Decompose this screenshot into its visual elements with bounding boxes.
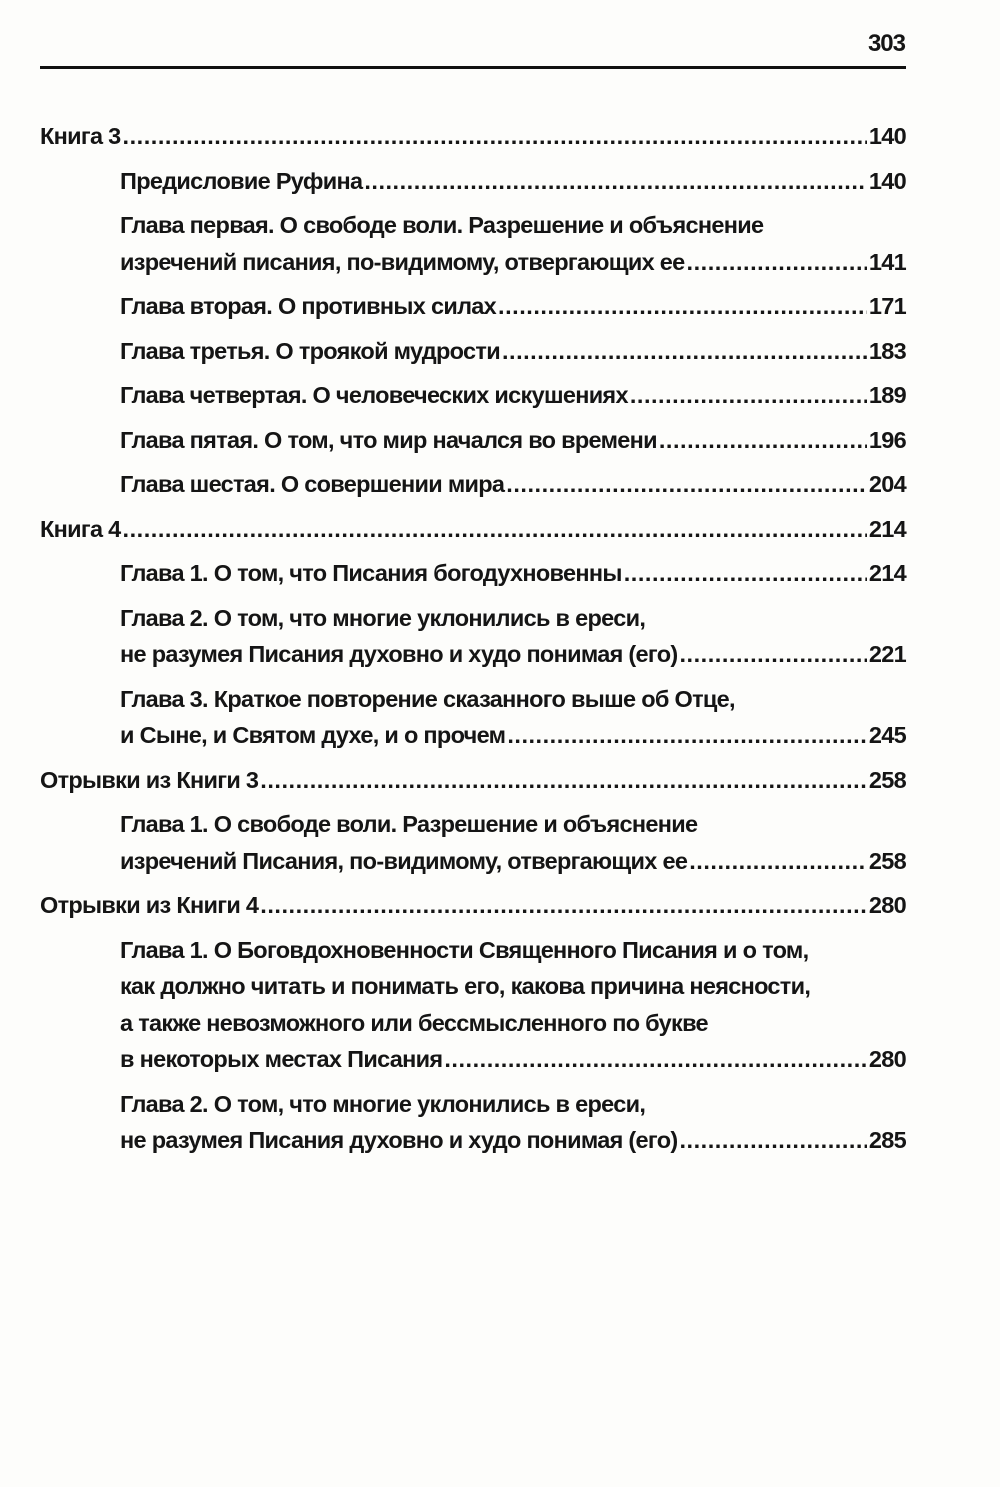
toc-entry-line: [120, 717, 906, 754]
toc-chapter-entry: [120, 806, 906, 879]
toc-page-number: 285: [868, 1127, 906, 1153]
toc-page-number: 171: [868, 293, 906, 319]
toc-entry-line: [40, 762, 906, 799]
header-rule: [40, 66, 906, 69]
dot-leader: [502, 333, 867, 370]
toc-page-number: 189: [868, 382, 906, 408]
toc-chapter-entry: [120, 1086, 906, 1159]
toc-page-number: 258: [868, 766, 906, 793]
toc-chapter-entry: [120, 681, 906, 754]
toc-entry-title: Глава пятая. О том, что мир начался во времени: [120, 426, 657, 453]
toc-entry-title: Отрывки из Книги 4: [40, 892, 259, 918]
toc-section-entry: [40, 511, 906, 548]
toc-chapter-entry: [120, 466, 906, 503]
dot-leader: [123, 511, 867, 548]
toc-entry-line: [120, 600, 906, 637]
toc-entry-title: не разумея Писания духовно и худо понимая (его): [120, 1127, 678, 1153]
toc-entry-line: [120, 636, 906, 673]
toc-entry-line: [120, 968, 906, 1005]
toc-entry-title: Глава шестая. О совершении мира: [120, 471, 505, 497]
toc-entry-title: и Сыне, и Святом духе, и о прочем: [120, 722, 506, 748]
toc-entry-title: Глава 2. О том, что многие уклонились в ереси,: [120, 1090, 646, 1117]
toc-entry-line: [120, 843, 906, 880]
toc-entry-title: Отрывки из Книги 3: [40, 766, 259, 793]
dot-leader: [689, 843, 867, 880]
toc-section-entry: [40, 762, 906, 799]
toc-entry-line: [40, 118, 906, 155]
toc-entry-title: изречений Писания, по-видимому, отвергающих ее: [120, 847, 688, 874]
dot-leader: [498, 288, 867, 325]
toc-entry-title: Глава четвертая. О человеческих искушениях: [120, 382, 628, 408]
toc-chapter-entry: [120, 932, 906, 1078]
toc-entry-line: [120, 377, 906, 414]
toc-entry-line: [120, 244, 906, 281]
toc-page-number: 245: [868, 722, 906, 748]
toc-section-entry: [40, 118, 906, 155]
toc-entry-title: Книга 4: [40, 515, 121, 542]
toc-entry-title: Глава 3. Краткое повторение сказанного выше об Отце,: [120, 685, 735, 712]
toc-page-number: 280: [868, 892, 906, 918]
toc-entry-line: [120, 1122, 906, 1159]
toc-section-entry: [40, 887, 906, 924]
toc-page-number: 140: [868, 123, 906, 149]
toc-page-number: 140: [868, 167, 906, 194]
toc-chapter-entry: [120, 377, 906, 414]
toc-entry-line: [120, 466, 906, 503]
toc-entry-line: [120, 1086, 906, 1123]
toc-entry-line: [40, 887, 906, 924]
toc-entry-title: Глава первая. О свободе воли. Разрешение и объяснение: [120, 212, 764, 238]
toc-page-number: 280: [868, 1046, 906, 1072]
toc-entry-line: [120, 555, 906, 592]
toc-page-number: 141: [868, 248, 906, 275]
toc-entry-line: [120, 207, 906, 244]
toc-page-number: 183: [868, 337, 906, 364]
toc-chapter-entry: [120, 600, 906, 673]
toc-entry-title: Глава 2. О том, что многие уклонились в ереси,: [120, 604, 646, 631]
toc-page-number: 258: [868, 847, 906, 874]
toc-entry-title: Глава 1. О том, что Писания богодухновенны: [120, 560, 622, 586]
toc-entry-title: не разумея Писания духовно и худо понимая (его): [120, 641, 678, 667]
table-of-contents: [40, 118, 906, 1167]
dot-leader: [123, 118, 867, 155]
toc-entry-title: в некоторых местах Писания: [120, 1046, 443, 1072]
toc-chapter-entry: [120, 333, 906, 370]
toc-entry-line: [120, 681, 906, 718]
toc-page-number: 214: [868, 560, 906, 586]
toc-entry-line: [120, 1041, 906, 1078]
toc-page-number: 214: [868, 515, 906, 542]
toc-entry-title: Глава 1. О свободе воли. Разрешение и объяснение: [120, 811, 698, 837]
toc-entry-line: [120, 932, 906, 969]
toc-entry-line: [40, 511, 906, 548]
dot-leader: [679, 1122, 866, 1159]
toc-page-number: 196: [868, 426, 906, 453]
toc-page-number: 221: [868, 641, 906, 667]
dot-leader: [260, 887, 867, 924]
dot-leader: [659, 422, 867, 459]
toc-entry-title: Предисловие Руфина: [120, 167, 363, 194]
toc-entry-title: а также невозможного или бессмысленного по букве: [120, 1009, 708, 1036]
dot-leader: [260, 762, 867, 799]
toc-entry-line: [120, 333, 906, 370]
dot-leader: [364, 163, 867, 200]
toc-page-number: 204: [868, 471, 906, 497]
toc-chapter-entry: [120, 555, 906, 592]
dot-leader: [687, 244, 867, 281]
toc-chapter-entry: [120, 288, 906, 325]
page-number: 303: [867, 30, 905, 57]
dot-leader: [679, 636, 866, 673]
toc-entry-title: Глава вторая. О противных силах: [120, 293, 497, 319]
toc-chapter-entry: [120, 422, 906, 459]
dot-leader: [507, 717, 867, 754]
toc-entry-title: Глава 1. О Боговдохновенности Священного Писания и о том,: [120, 936, 809, 963]
dot-leader: [624, 555, 867, 592]
toc-entry-line: [120, 422, 906, 459]
toc-chapter-entry: [120, 163, 906, 200]
toc-entry-line: [120, 806, 906, 843]
dot-leader: [506, 466, 867, 503]
toc-entry-line: [120, 1005, 906, 1042]
toc-chapter-entry: [120, 207, 906, 280]
toc-entry-line: [120, 288, 906, 325]
toc-entry-title: Глава третья. О троякой мудрости: [120, 337, 500, 364]
toc-entry-title: изречений писания, по-видимому, отвергающих ее: [120, 248, 685, 275]
dot-leader: [630, 377, 867, 414]
toc-entry-title: Книга 3: [40, 123, 121, 149]
dot-leader: [444, 1041, 867, 1078]
toc-entry-line: [120, 163, 906, 200]
toc-entry-title: как должно читать и понимать его, какова причина неясности,: [120, 973, 811, 999]
